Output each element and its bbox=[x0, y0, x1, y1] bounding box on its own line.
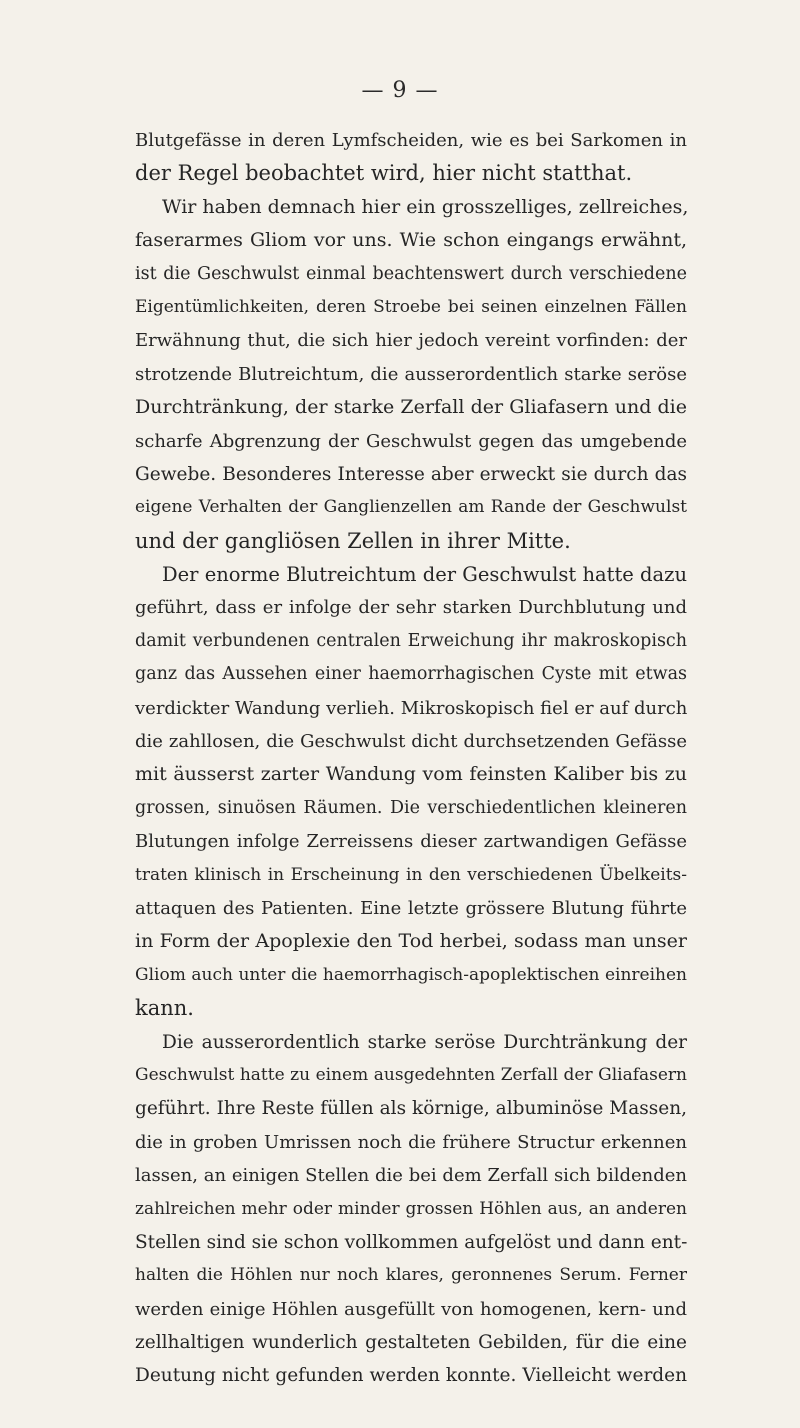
text-line: geführt. Ihre Reste füllen als körnige, albuminöse Massen, bbox=[135, 1098, 687, 1120]
text-line: verdickter Wandung verlieh. Mikroskopisch fiel er auf durch bbox=[135, 697, 688, 719]
text-line: Die ausserordentlich starke seröse Durchtränkung der bbox=[162, 1031, 687, 1053]
text-line: eigene Verhalten der Ganglienzellen am Rande der Geschwulst bbox=[135, 497, 687, 518]
text-line: Deutung nicht gefunden werden konnte. Vielleicht werden bbox=[135, 1365, 687, 1387]
text-line: strotzende Blutreichtum, die ausserordentlich starke seröse bbox=[135, 363, 687, 385]
text-line: Eigentümlichkeiten, deren Stroebe bei seinen einzelnen Fällen bbox=[135, 296, 687, 317]
text-line: geführt, dass er infolge der sehr starken Durchblutung und bbox=[135, 597, 687, 619]
text-line: mit äusserst zarter Wandung vom feinsten Kaliber bis zu bbox=[135, 763, 687, 786]
text-line: Blutgefässe in deren Lymfscheiden, wie es bei Sarkomen in bbox=[135, 130, 687, 151]
body-text bbox=[135, 124, 687, 1393]
text-line: Erwähnung thut, die sich hier jedoch vereint vorfinden: der bbox=[135, 330, 687, 352]
text-line: ist die Geschwulst einmal beachtenswert durch verschiedene bbox=[135, 263, 687, 284]
text-line: die in groben Umrissen noch die frühere Structur erkennen bbox=[135, 1131, 687, 1153]
text-line: der Regel beobachtet wird, hier nicht statthat. bbox=[135, 161, 633, 186]
text-line: Durchtränkung, der starke Zerfall der Gliafasern und die bbox=[135, 396, 687, 419]
text-line: zellhaltigen wunderlich gestalteten Gebilden, für die eine bbox=[135, 1332, 687, 1354]
text-line: werden einige Höhlen ausgefüllt von homogenen, kern- und bbox=[135, 1298, 687, 1320]
text-line: und der gangliösen Zellen in ihrer Mitte. bbox=[135, 528, 571, 553]
text-line: Stellen sind sie schon vollkommen aufgelöst und dann ent- bbox=[135, 1231, 688, 1253]
text-line: zahlreichen mehr oder minder grossen Höhlen aus, an anderen bbox=[135, 1198, 687, 1219]
text-line: Gewebe. Besonderes Interesse aber erweckt sie durch das bbox=[135, 463, 687, 485]
text-line: halten die Höhlen nur noch klares, geronnenes Serum. Ferner bbox=[135, 1265, 687, 1286]
text-line: faserarmes Gliom vor uns. Wie schon eingangs erwähnt, bbox=[135, 229, 687, 252]
page-number: — 9 — bbox=[361, 78, 439, 103]
text-line: kann. bbox=[135, 996, 194, 1021]
text-line: ganz das Aussehen einer haemorrhagischen Cyste mit etwas bbox=[135, 664, 687, 685]
text-line: traten klinisch in Erscheinung in den verschiedenen Übelkeits- bbox=[135, 864, 687, 885]
text-line: grossen, sinuösen Räumen. Die verschiedentlichen kleineren bbox=[135, 797, 687, 818]
text-line: attaquen des Patienten. Eine letzte grössere Blutung führte bbox=[135, 897, 687, 919]
text-line: die zahllosen, die Geschwulst dicht durchsetzenden Gefässe bbox=[135, 731, 687, 753]
text-line: Geschwulst hatte zu einem ausgedehnten Zerfall der Gliafasern bbox=[135, 1064, 687, 1085]
text-line: Wir haben demnach hier ein grosszelliges, zellreiches, bbox=[162, 195, 689, 218]
text-line: in Form der Apoplexie den Tod herbei, sodass man unser bbox=[135, 930, 687, 953]
text-line: lassen, an einigen Stellen die bei dem Zerfall sich bildenden bbox=[135, 1165, 687, 1187]
text-line: damit verbundenen centralen Erweichung ihr makroskopisch bbox=[135, 630, 687, 651]
text-line: Gliom auch unter die haemorrhagisch-apoplektischen einreihen bbox=[135, 964, 687, 985]
text-line: Blutungen infolge Zerreissens dieser zartwandigen Gefässe bbox=[135, 831, 687, 853]
text-line: Der enorme Blutreichtum der Geschwulst hatte dazu bbox=[162, 563, 687, 587]
text-line: scharfe Abgrenzung der Geschwulst gegen das umgebende bbox=[135, 430, 687, 452]
